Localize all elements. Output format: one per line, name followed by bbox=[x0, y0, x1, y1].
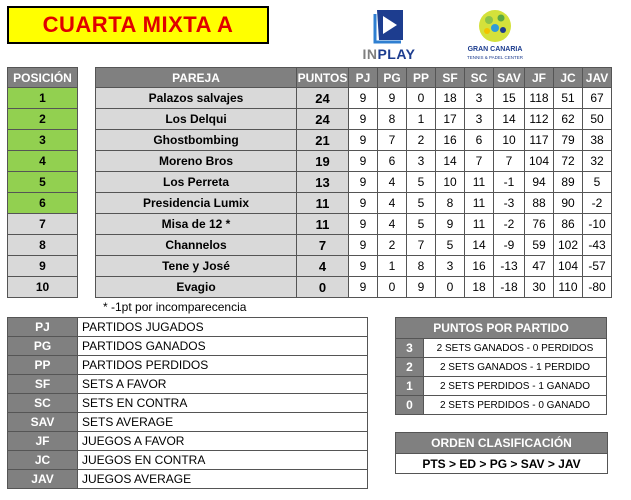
table-row bbox=[8, 130, 612, 151]
order-value: PTS > ED > PG > SAV > JAV bbox=[396, 454, 608, 474]
legend-row bbox=[8, 375, 368, 394]
league-title-box bbox=[7, 6, 269, 44]
jc-cell: 102 bbox=[554, 235, 583, 256]
points-per-match-body bbox=[396, 339, 607, 415]
jf-cell: 118 bbox=[525, 88, 554, 109]
team-name-cell: Palazos salvajes bbox=[96, 88, 297, 109]
pp-cell: 7 bbox=[407, 235, 436, 256]
pg-cell: 4 bbox=[378, 214, 407, 235]
legend-row bbox=[8, 337, 368, 356]
jc-cell: 86 bbox=[554, 214, 583, 235]
pg-cell: 9 bbox=[378, 88, 407, 109]
legend-row bbox=[8, 451, 368, 470]
points-value: 2 bbox=[396, 358, 424, 377]
header-sav: SAV bbox=[494, 68, 525, 88]
header-pp: PP bbox=[407, 68, 436, 88]
points-cell: 11 bbox=[297, 193, 349, 214]
jav-cell: -80 bbox=[583, 277, 612, 298]
jf-cell: 30 bbox=[525, 277, 554, 298]
sf-cell: 9 bbox=[436, 214, 465, 235]
points-cell: 21 bbox=[297, 130, 349, 151]
table-row bbox=[8, 235, 612, 256]
legend-description: PARTIDOS PERDIDOS bbox=[78, 356, 368, 375]
sf-cell: 3 bbox=[436, 256, 465, 277]
sc-cell: 3 bbox=[465, 109, 494, 130]
league-title: CUARTA MIXTA A bbox=[42, 12, 234, 37]
pj-cell: 9 bbox=[349, 214, 378, 235]
inplay-wordmark-b: PLAY bbox=[377, 46, 416, 62]
pg-cell: 4 bbox=[378, 172, 407, 193]
header-pg: PG bbox=[378, 68, 407, 88]
pp-cell: 5 bbox=[407, 172, 436, 193]
legend-abbr: JC bbox=[8, 451, 78, 470]
table-row bbox=[8, 277, 612, 298]
legend-row bbox=[8, 432, 368, 451]
jc-cell: 51 bbox=[554, 88, 583, 109]
tennis-ball-icon bbox=[455, 6, 535, 46]
pj-cell: 9 bbox=[349, 235, 378, 256]
header-sf: SF bbox=[436, 68, 465, 88]
jav-cell: 38 bbox=[583, 130, 612, 151]
pj-cell: 9 bbox=[349, 88, 378, 109]
jf-cell: 59 bbox=[525, 235, 554, 256]
sc-cell: 3 bbox=[465, 88, 494, 109]
sav-cell: -2 bbox=[494, 214, 525, 235]
legend-description: PARTIDOS GANADOS bbox=[78, 337, 368, 356]
jav-cell: 5 bbox=[583, 172, 612, 193]
pg-cell: 4 bbox=[378, 193, 407, 214]
jf-cell: 112 bbox=[525, 109, 554, 130]
sav-cell: -18 bbox=[494, 277, 525, 298]
pg-cell: 2 bbox=[378, 235, 407, 256]
legend-abbr: JAV bbox=[8, 470, 78, 489]
jc-cell: 104 bbox=[554, 256, 583, 277]
team-name-cell: Tene y José bbox=[96, 256, 297, 277]
legend-abbr: PJ bbox=[8, 318, 78, 337]
header-jav: JAV bbox=[583, 68, 612, 88]
sc-cell: 16 bbox=[465, 256, 494, 277]
points-cell: 7 bbox=[297, 235, 349, 256]
footnote: * -1pt por incomparecencia bbox=[103, 300, 247, 314]
points-per-match-table bbox=[395, 317, 607, 415]
pj-cell: 9 bbox=[349, 130, 378, 151]
jav-cell: 50 bbox=[583, 109, 612, 130]
sc-cell: 11 bbox=[465, 193, 494, 214]
legend-description: JUEGOS AVERAGE bbox=[78, 470, 368, 489]
pj-cell: 9 bbox=[349, 193, 378, 214]
header-pj: PJ bbox=[349, 68, 378, 88]
sc-cell: 14 bbox=[465, 235, 494, 256]
team-name-cell: Ghostbombing bbox=[96, 130, 297, 151]
points-cell: 13 bbox=[297, 172, 349, 193]
table-row bbox=[8, 193, 612, 214]
legend-description: JUEGOS A FAVOR bbox=[78, 432, 368, 451]
team-name-cell: Channelos bbox=[96, 235, 297, 256]
legend-abbr: SF bbox=[8, 375, 78, 394]
points-value: 3 bbox=[396, 339, 424, 358]
sav-cell: 14 bbox=[494, 109, 525, 130]
sc-cell: 18 bbox=[465, 277, 494, 298]
jf-cell: 117 bbox=[525, 130, 554, 151]
position-cell: 3 bbox=[8, 130, 78, 151]
header-sc: SC bbox=[465, 68, 494, 88]
team-name-cell: Evagio bbox=[96, 277, 297, 298]
legend-body bbox=[8, 318, 368, 489]
inplay-logo bbox=[349, 6, 429, 64]
position-cell: 7 bbox=[8, 214, 78, 235]
jc-cell: 89 bbox=[554, 172, 583, 193]
points-description: 2 SETS GANADOS - 0 PERDIDOS bbox=[424, 339, 607, 358]
order-title: ORDEN CLASIFICACIÓN bbox=[396, 433, 608, 454]
sf-cell: 16 bbox=[436, 130, 465, 151]
jc-cell: 90 bbox=[554, 193, 583, 214]
gran-canaria-subtitle: TENNIS & PADEL CENTER bbox=[466, 55, 523, 60]
sc-cell: 11 bbox=[465, 214, 494, 235]
pp-cell: 0 bbox=[407, 88, 436, 109]
pj-cell: 9 bbox=[349, 151, 378, 172]
sf-cell: 5 bbox=[436, 235, 465, 256]
jav-cell: -43 bbox=[583, 235, 612, 256]
team-name-cell: Los Perreta bbox=[96, 172, 297, 193]
header-puntos: PUNTOS bbox=[297, 68, 349, 88]
jav-cell: 32 bbox=[583, 151, 612, 172]
pp-cell: 3 bbox=[407, 151, 436, 172]
points-cell: 0 bbox=[297, 277, 349, 298]
points-cell: 24 bbox=[297, 109, 349, 130]
inplay-wordmark bbox=[349, 46, 429, 62]
sc-cell: 11 bbox=[465, 172, 494, 193]
abbreviation-legend bbox=[7, 317, 368, 489]
jav-cell: -10 bbox=[583, 214, 612, 235]
position-cell: 8 bbox=[8, 235, 78, 256]
pj-cell: 9 bbox=[349, 172, 378, 193]
pp-cell: 5 bbox=[407, 193, 436, 214]
position-cell: 5 bbox=[8, 172, 78, 193]
table-row bbox=[8, 109, 612, 130]
gran-canaria-wordmark: GRAN CANARIA bbox=[467, 46, 523, 53]
sf-cell: 18 bbox=[436, 88, 465, 109]
standings-header-row bbox=[8, 68, 612, 88]
sav-cell: -3 bbox=[494, 193, 525, 214]
jav-cell: -57 bbox=[583, 256, 612, 277]
standings-body bbox=[8, 88, 612, 298]
pg-cell: 7 bbox=[378, 130, 407, 151]
inplay-wordmark-a: IN bbox=[362, 46, 378, 62]
jf-cell: 104 bbox=[525, 151, 554, 172]
legend-abbr: SAV bbox=[8, 413, 78, 432]
sav-cell: -9 bbox=[494, 235, 525, 256]
sf-cell: 8 bbox=[436, 193, 465, 214]
pp-cell: 9 bbox=[407, 277, 436, 298]
team-name-cell: Los Delqui bbox=[96, 109, 297, 130]
pg-cell: 1 bbox=[378, 256, 407, 277]
pg-cell: 0 bbox=[378, 277, 407, 298]
points-cell: 4 bbox=[297, 256, 349, 277]
legend-row bbox=[8, 394, 368, 413]
legend-description: SETS AVERAGE bbox=[78, 413, 368, 432]
sf-cell: 17 bbox=[436, 109, 465, 130]
header-posicion: POSICIÓN bbox=[8, 68, 78, 88]
team-name-cell: Misa de 12 * bbox=[96, 214, 297, 235]
legend-abbr: SC bbox=[8, 394, 78, 413]
legend-description: JUEGOS EN CONTRA bbox=[78, 451, 368, 470]
sav-cell: -13 bbox=[494, 256, 525, 277]
jc-cell: 72 bbox=[554, 151, 583, 172]
points-value: 0 bbox=[396, 396, 424, 415]
points-value: 1 bbox=[396, 377, 424, 396]
pp-cell: 8 bbox=[407, 256, 436, 277]
header-pareja: PAREJA bbox=[96, 68, 297, 88]
position-cell: 9 bbox=[8, 256, 78, 277]
sf-cell: 10 bbox=[436, 172, 465, 193]
sav-cell: 7 bbox=[494, 151, 525, 172]
pp-cell: 2 bbox=[407, 130, 436, 151]
pj-cell: 9 bbox=[349, 256, 378, 277]
sf-cell: 14 bbox=[436, 151, 465, 172]
jc-cell: 110 bbox=[554, 277, 583, 298]
points-description: 2 SETS GANADOS - 1 PERDIDO bbox=[424, 358, 607, 377]
legend-description: SETS EN CONTRA bbox=[78, 394, 368, 413]
position-cell: 2 bbox=[8, 109, 78, 130]
jf-cell: 94 bbox=[525, 172, 554, 193]
legend-description: PARTIDOS JUGADOS bbox=[78, 318, 368, 337]
jc-cell: 79 bbox=[554, 130, 583, 151]
points-cell: 11 bbox=[297, 214, 349, 235]
jf-cell: 76 bbox=[525, 214, 554, 235]
points-cell: 24 bbox=[297, 88, 349, 109]
inplay-play-icon bbox=[349, 6, 429, 46]
standings-table bbox=[7, 67, 612, 298]
table-row bbox=[8, 88, 612, 109]
points-row bbox=[396, 339, 607, 358]
sc-cell: 7 bbox=[465, 151, 494, 172]
jf-cell: 88 bbox=[525, 193, 554, 214]
position-cell: 6 bbox=[8, 193, 78, 214]
order-table bbox=[395, 432, 608, 474]
legend-row bbox=[8, 413, 368, 432]
sf-cell: 0 bbox=[436, 277, 465, 298]
header-jc: JC bbox=[554, 68, 583, 88]
header-jf: JF bbox=[525, 68, 554, 88]
sav-cell: 15 bbox=[494, 88, 525, 109]
gran-canaria-logo bbox=[455, 6, 535, 64]
pj-cell: 9 bbox=[349, 277, 378, 298]
pp-cell: 5 bbox=[407, 214, 436, 235]
points-row bbox=[396, 377, 607, 396]
table-row bbox=[8, 151, 612, 172]
points-row bbox=[396, 396, 607, 415]
position-cell: 4 bbox=[8, 151, 78, 172]
table-row bbox=[8, 256, 612, 277]
points-description: 2 SETS PERDIDOS - 1 GANADO bbox=[424, 377, 607, 396]
table-row bbox=[8, 172, 612, 193]
legend-abbr: PP bbox=[8, 356, 78, 375]
legend-row bbox=[8, 470, 368, 489]
jf-cell: 47 bbox=[525, 256, 554, 277]
legend-row bbox=[8, 356, 368, 375]
legend-description: SETS A FAVOR bbox=[78, 375, 368, 394]
jav-cell: -2 bbox=[583, 193, 612, 214]
legend-row bbox=[8, 318, 368, 337]
position-cell: 1 bbox=[8, 88, 78, 109]
points-row bbox=[396, 358, 607, 377]
sav-cell: 10 bbox=[494, 130, 525, 151]
points-description: 2 SETS PERDIDOS - 0 GANADO bbox=[424, 396, 607, 415]
pg-cell: 8 bbox=[378, 109, 407, 130]
team-name-cell: Presidencia Lumix bbox=[96, 193, 297, 214]
legend-abbr: PG bbox=[8, 337, 78, 356]
legend-abbr: JF bbox=[8, 432, 78, 451]
pj-cell: 9 bbox=[349, 109, 378, 130]
sc-cell: 6 bbox=[465, 130, 494, 151]
points-cell: 19 bbox=[297, 151, 349, 172]
position-cell: 10 bbox=[8, 277, 78, 298]
pg-cell: 6 bbox=[378, 151, 407, 172]
jav-cell: 67 bbox=[583, 88, 612, 109]
table-row bbox=[8, 214, 612, 235]
team-name-cell: Moreno Bros bbox=[96, 151, 297, 172]
jc-cell: 62 bbox=[554, 109, 583, 130]
sav-cell: -1 bbox=[494, 172, 525, 193]
pp-cell: 1 bbox=[407, 109, 436, 130]
points-per-match-title: PUNTOS POR PARTIDO bbox=[396, 318, 607, 339]
